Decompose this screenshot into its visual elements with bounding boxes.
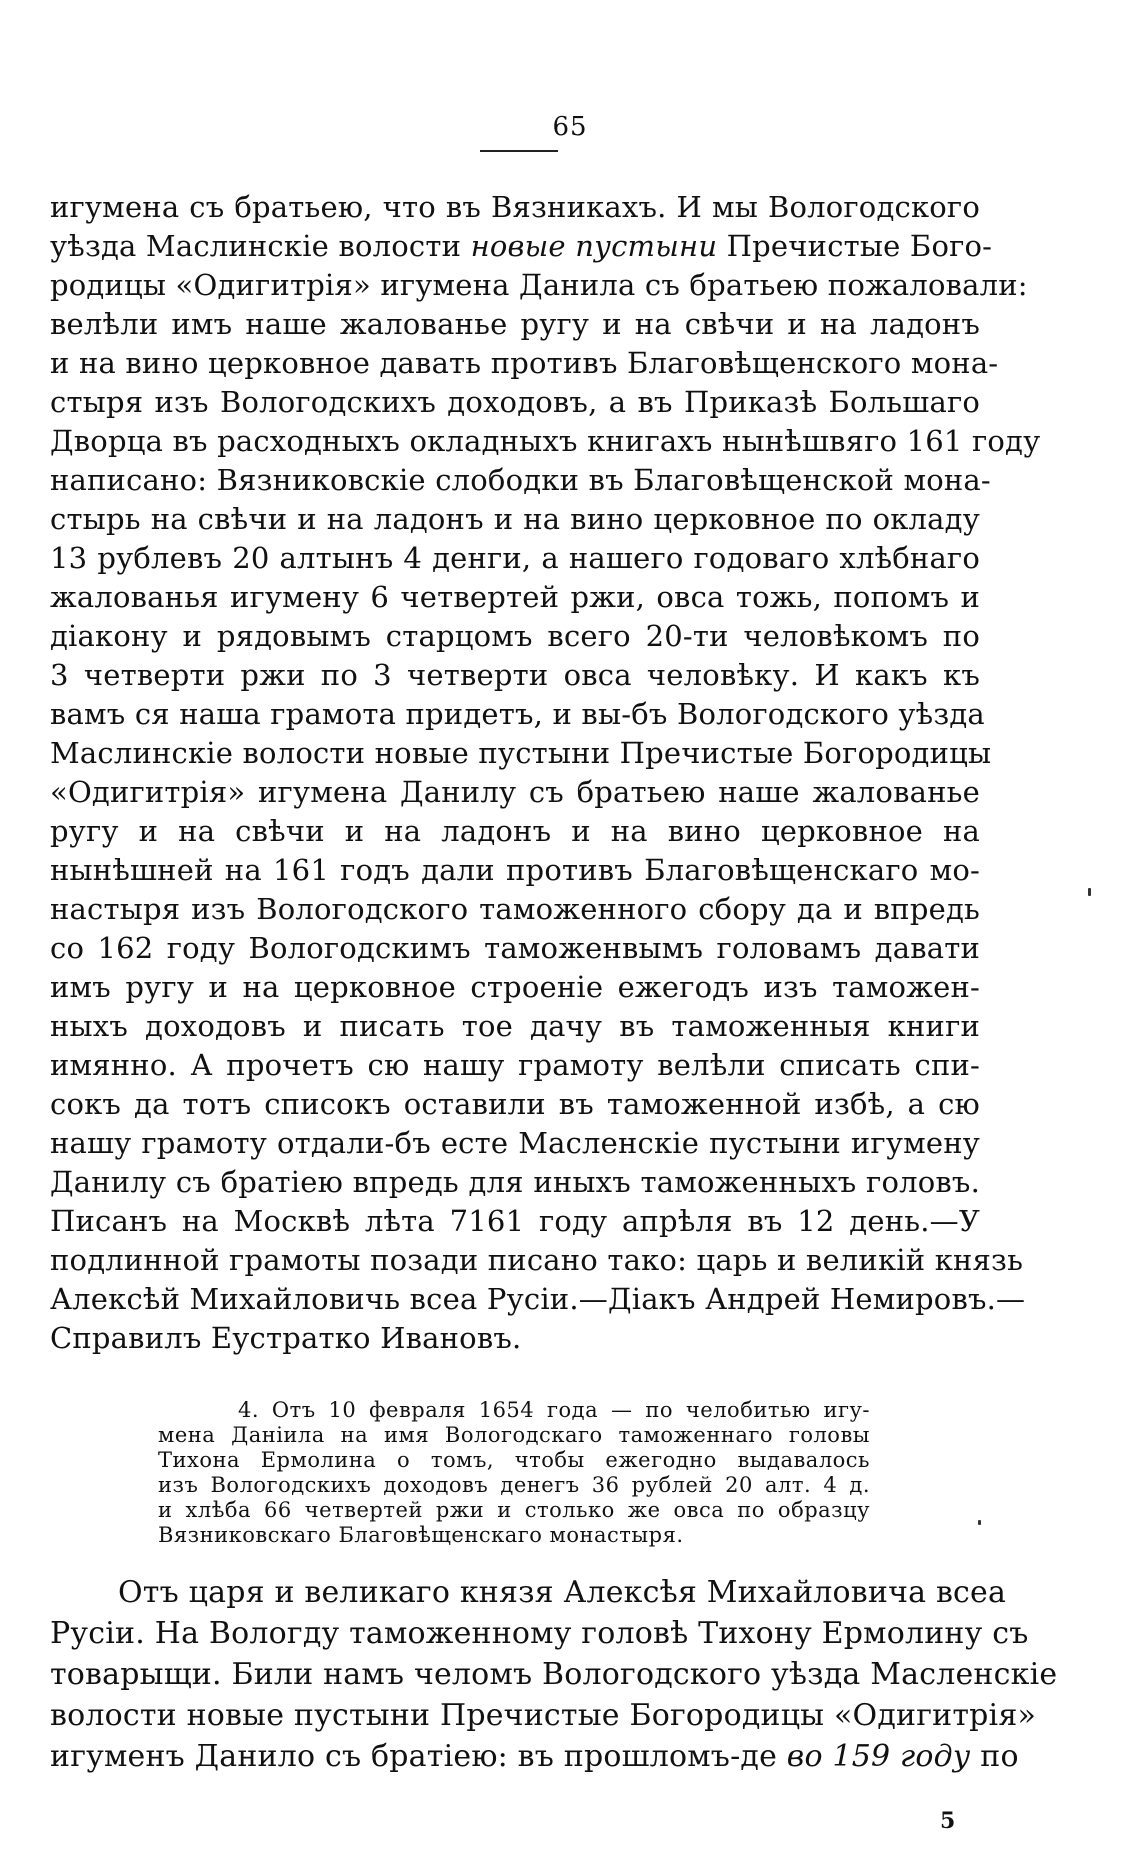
text-line: 13 рублевъ 20 алтынъ 4 денги, а нашего годоваго хлѣбнаго xyxy=(50,541,980,575)
text-line: сокъ да тотъ списокъ оставили въ таможенной избѣ, а сю xyxy=(50,1087,980,1121)
text-line: Писанъ на Москвѣ лѣта 7161 году апрѣля въ 12 день.—У xyxy=(50,1204,980,1238)
text-segment: по xyxy=(980,1739,1019,1774)
text-line: вамъ ся наша грамота придетъ, и вы-бъ Вологодского уѣзда xyxy=(50,697,985,731)
text-line: Русіи. На Вологду таможенному головѣ Тихону Ермолину съ xyxy=(50,1616,1029,1651)
text-line: родицы «Одигитрія» игумена Данила съ братьею пожаловали: xyxy=(50,268,1028,302)
text-line: нашу грамоту отдали-бъ есте Масленскіе пустыни игумену xyxy=(50,1126,980,1160)
text-line: имянно. А прочетъ сю нашу грамоту велѣли списать спи- xyxy=(50,1048,980,1082)
text-line: Данилу съ братіею впредь для иныхъ таможенныхъ головъ. xyxy=(50,1165,980,1199)
text-line: жалованья игумену 6 четвертей ржи, овса тожь, попомъ и xyxy=(50,580,980,614)
text-line: и на вино церковное давать противъ Благовѣщенского мона- xyxy=(50,346,999,380)
text-line: нынѣшней на 161 годъ дали противъ Благовѣщенскаго мо- xyxy=(50,853,980,887)
italic-phrase: новые пустыни xyxy=(470,229,718,263)
text-line: Дворца въ расходныхъ окладныхъ книгахъ нынѣшвяго 161 году xyxy=(50,424,1041,458)
text-line: имъ ругу и на церковное строеніе ежегодъ изъ таможен- xyxy=(50,970,980,1004)
document-summary-note xyxy=(158,1398,870,1548)
text-line: товарыщи. Били намъ челомъ Вологодского уѣзда Масленскіе xyxy=(50,1657,1058,1692)
text-line xyxy=(50,227,993,266)
print-speck xyxy=(978,1520,981,1525)
text-line: ныхъ доходовъ и писать тое дачу въ таможенныя книги xyxy=(50,1009,980,1043)
text-line: велѣли имъ наше жалованье ругу и на свѣчи и на ладонъ xyxy=(50,307,980,341)
text-line: стырь на свѣчи и на ладонъ и на вино церковное по окладу xyxy=(50,502,980,536)
text-line: Алексѣй Михайловичь всеа Русіи.—Діакъ Андрей Немировъ.— xyxy=(50,1282,1026,1316)
note-line: Тихона Ермолина о томъ, чтобы ежегодно выдавалось xyxy=(158,1448,870,1472)
second-text-block xyxy=(50,1572,1058,1777)
note-line: мена Даніила на имя Вологодскаго таможеннаго головы xyxy=(158,1423,870,1447)
note-line: Вязниковскаго Благовѣщенскаго монастыря. xyxy=(158,1523,684,1547)
text-line: 3 четверти ржи по 3 четверти овса человѣку. И какъ къ xyxy=(50,658,980,692)
italic-phrase: во 159 году xyxy=(786,1739,971,1774)
text-line: настыря изъ Вологодского таможенного сбору да и впредь xyxy=(50,892,980,926)
note-line: 4. Отъ 10 февраля 1654 года — по челобитью игу- xyxy=(238,1398,870,1422)
printer-signature-mark: 5 xyxy=(940,1808,956,1834)
text-line: Справилъ Еустратко Ивановъ. xyxy=(50,1321,522,1355)
note-line: изъ Вологодскихъ доходовъ денегъ 36 рублей 20 алт. 4 д. xyxy=(158,1473,870,1497)
text-line xyxy=(50,1736,1019,1777)
page-number: 65 xyxy=(552,112,588,142)
note-line: и хлѣба 66 четвертей ржи и столько же овса по образцу xyxy=(158,1498,870,1522)
text-line: Маслинскіе волости новые пустыни Пречистые Богородицы xyxy=(50,736,992,770)
text-line: написано: Вязниковскіе слободки въ Благовѣщенской мона- xyxy=(50,463,991,497)
text-line: Отъ царя и великаго князя Алексѣя Михайловича всеа xyxy=(118,1575,1007,1610)
text-segment: уѣзда Маслинскіе волости xyxy=(50,229,462,263)
page-number-rule xyxy=(480,150,558,152)
text-segment: игуменъ Данило съ братіею: въ прошломъ-де xyxy=(50,1739,778,1774)
text-line: со 162 году Вологодскимъ таможенвымъ головамъ давати xyxy=(50,931,980,965)
text-line: стыря изъ Вологодскихъ доходовъ, а въ Приказѣ Большаго xyxy=(50,385,980,419)
main-text-block xyxy=(50,188,1041,1358)
text-line: игумена съ братьею, что въ Вязникахъ. И мы Вологодского xyxy=(50,190,980,224)
text-line: ругу и на свѣчи и на ладонъ и на вино церковное на xyxy=(50,814,980,848)
text-line: діакону и рядовымъ старцомъ всего 20-ти человѣкомъ по xyxy=(50,619,980,653)
text-line: подлинной грамоты позади писано тако: царь и великій князь xyxy=(50,1243,1024,1277)
text-segment: Пречистые Бого- xyxy=(726,229,993,263)
text-line: «Одигитрія» игумена Данилу съ братьею наше жалованье xyxy=(50,775,980,809)
text-line: волости новые пустыни Пречистые Богородицы «Одигитрія» xyxy=(50,1698,1037,1733)
print-speck xyxy=(1088,888,1091,896)
